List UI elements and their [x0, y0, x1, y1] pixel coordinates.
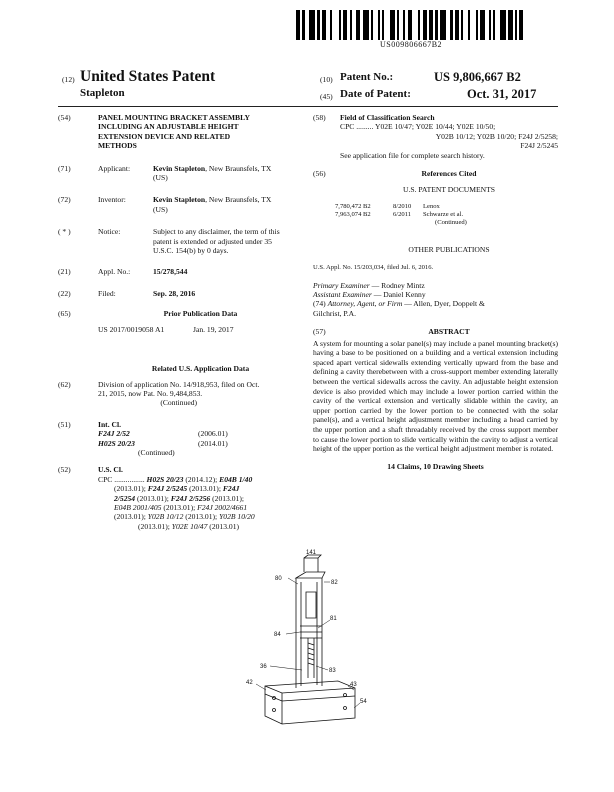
int-cl-version: (2006.01) — [198, 429, 228, 439]
cpc-text: (2014.12); — [183, 474, 220, 484]
field-54 — [58, 113, 303, 151]
cpc-class: F24J 2/5256 — [170, 493, 211, 503]
field-52-code: (52) — [58, 465, 71, 475]
claims-summary: 14 Claims, 10 Drawing Sheets — [387, 461, 484, 471]
document-type: United States Patent — [80, 68, 216, 85]
cpc-class: F24J 2/5245 — [147, 484, 188, 494]
cpc-class: F24J — [222, 484, 240, 494]
int-cl-class: F24J 2/52 — [98, 429, 130, 439]
abstract-text: A system for mounting a solar panel(s) may include a panel mounting bracket(s) having a base to be positioned on a building and a vertical extension including spaced apart vertical sidewalls extending vertically upward from the base and defining a cavity therebetween with a cross-support member extending laterally between the vertical sidewalls across the cavity. An adjustable height extension device is also provided which may include a lower portion carried within the cavity of the vertical extension and vertically slidable within the cavity, an upper portion carried by the lower portion to be connected with the solar panel(s), and a vertical height adjustment member including a head carried by the upper portion and a shaft threadably received by the cross support member to cause the lower portion to slide vertically within the cavity to adjust a vertical height of the upper portion as the vertical height adjustment member is rotated. — [313, 338, 558, 454]
ref-label: 80 — [275, 576, 282, 582]
right-column — [313, 113, 558, 471]
ref-label: 141 — [306, 550, 317, 556]
notice-line: U.S.C. 154(b) by 0 days. — [153, 246, 229, 256]
leader-line — [288, 578, 298, 584]
reference-number: 7,963,074 B2 — [335, 210, 371, 218]
field-72-code: (72) — [58, 195, 71, 205]
cpc-class: 2/5254 — [114, 493, 136, 503]
reference-name: Schwarze et al. — [423, 210, 464, 218]
left-column — [58, 113, 303, 531]
patent-number: US 9,806,667 B2 — [434, 70, 521, 84]
notice-text — [153, 227, 280, 255]
field-71-code: (71) — [58, 163, 71, 173]
field-57-code: (57) — [313, 327, 326, 337]
code-10: (10) — [320, 75, 333, 84]
field-65 — [58, 309, 303, 318]
prior-publication-heading: Prior Publication Data — [163, 309, 238, 319]
leader-line — [256, 684, 266, 690]
field-74-code: (74) — [313, 299, 326, 309]
attorney-name: — Allen, Dyer, Doppelt & — [402, 299, 485, 309]
field-52 — [58, 465, 303, 474]
field-51-code: (51) — [58, 419, 71, 429]
primary-examiner-label: Primary Examiner — [313, 280, 370, 290]
title-line: PANEL MOUNTING BRACKET ASSEMBLY — [98, 113, 250, 122]
ref-label: 43 — [350, 682, 357, 688]
cpc-class: Y02B 10/12 — [147, 512, 184, 522]
base-thickness — [265, 694, 355, 701]
ref-label: 84 — [274, 632, 281, 638]
references-cited-heading: References Cited — [421, 169, 477, 179]
division-line: Division of application No. 14/918,953, filed on Oct. — [98, 379, 260, 389]
notice-label: Notice: — [98, 227, 121, 237]
title-line: EXTENSION DEVICE AND RELATED — [98, 131, 231, 141]
patent-no-label: Patent No.: — [340, 71, 394, 83]
reference-date: 8/2010 — [393, 202, 412, 210]
us-patent-documents-heading: U.S. PATENT DOCUMENTS — [403, 185, 495, 195]
references-list — [313, 203, 558, 227]
field-21-code: (21) — [58, 267, 71, 277]
cpc-class: E04B 2001/405 — [114, 502, 162, 512]
cpc-text: (2013.01); — [210, 493, 244, 503]
prior-publication-number: US 2017/0019058 A1 — [98, 324, 165, 334]
int-cl-label: Int. Cl. — [98, 419, 121, 429]
assistant-examiner-name: — Daniel Kenny — [371, 290, 426, 300]
appl-no-label: Appl. No.: — [98, 267, 131, 277]
mount-hole — [273, 709, 276, 712]
reference-date: 6/2011 — [393, 210, 412, 218]
cpc-line — [98, 475, 303, 484]
attorney-name-cont: Gilchrist, P.A. — [313, 308, 357, 318]
reference-name: Lenox — [423, 202, 440, 210]
ref-label: 42 — [246, 680, 253, 686]
cpc-class: Y02E 10/47 — [171, 521, 208, 531]
patent-date: Oct. 31, 2017 — [467, 87, 537, 101]
cpc-line — [98, 503, 303, 512]
inventor-value — [153, 195, 271, 214]
cpc-line — [98, 494, 303, 503]
field-54-code: (54) — [58, 113, 71, 122]
cpc-class: Y02B 10/20 — [219, 512, 255, 522]
cpc-block — [58, 475, 303, 531]
leader-line — [318, 620, 330, 628]
other-publication: U.S. Appl. No. 15/203,034, filed Jul. 6, 2016. — [313, 264, 434, 272]
cpc-text: (2013.01); — [183, 512, 220, 522]
cpc-text: (2013.01); — [114, 512, 148, 522]
cpc-class: F24J 2002/4661 — [197, 502, 248, 512]
int-cl-block — [98, 420, 228, 458]
inner-sidewalls — [301, 582, 317, 686]
filed-value: Sep. 28, 2016 — [153, 288, 196, 298]
int-cl-class: H02S 20/23 — [98, 438, 135, 448]
cpc-text: (2013.01); — [135, 493, 171, 503]
reference-row — [335, 203, 558, 211]
inventor-name: Kevin Stapleton — [153, 195, 206, 205]
cpc-line — [98, 512, 303, 521]
cpc-class: H02S 20/23 — [146, 474, 184, 484]
cpc-text: (2013.01) — [207, 521, 240, 531]
barcode-bar — [523, 10, 525, 40]
field-56 — [313, 169, 558, 178]
applicant-label: Applicant: — [98, 163, 131, 173]
classification-line: CPC ......... Y02E 10/47; Y02E 10/44; Y02E 10/50; — [340, 122, 496, 132]
ref-label: 82 — [331, 580, 338, 586]
title-line: METHODS — [98, 141, 137, 151]
field-51 — [58, 420, 303, 458]
reference-row — [335, 211, 558, 219]
field-22-code: (22) — [58, 288, 71, 298]
leader-line — [286, 632, 300, 634]
notice-line: patent is extended or adjusted under 35 — [153, 236, 272, 246]
patent-drawing — [230, 548, 380, 748]
related-heading: Related U.S. Application Data — [151, 364, 250, 374]
examiners — [313, 281, 558, 319]
top-cap — [296, 572, 325, 578]
cpc-label: CPC — [98, 474, 113, 484]
barcode — [296, 10, 526, 40]
base-top-edge — [265, 686, 355, 693]
classification-search-label: Field of Classification Search — [340, 113, 435, 122]
prior-publication-date: Jan. 19, 2017 — [193, 324, 234, 334]
field-65-code: (65) — [58, 309, 71, 319]
division-line: 21, 2015, now Pat. No. 9,484,853. — [98, 388, 203, 398]
field-22 — [58, 289, 303, 298]
shaft-threads — [308, 643, 314, 665]
field-62-text — [98, 380, 259, 408]
date-label: Date of Patent: — [340, 88, 411, 100]
ref-label: 83 — [329, 668, 336, 674]
cpc-line — [98, 522, 303, 531]
field-56-code: (56) — [313, 169, 326, 179]
title-line: INCLUDING AN ADJUSTABLE HEIGHT — [98, 122, 239, 132]
field-57 — [313, 327, 558, 336]
applicant-location: , New Braunsfels, TX — [205, 163, 272, 173]
base-plate — [265, 681, 355, 724]
abstract-heading: ABSTRACT — [428, 327, 470, 337]
slot — [306, 592, 316, 618]
field-62-code: (62) — [58, 379, 71, 389]
cpc-class: E04B 1/40 — [219, 474, 253, 484]
attorney-label: Attorney, Agent, or Firm — [327, 299, 403, 309]
field-72 — [58, 195, 303, 214]
inventor-label: Inventor: — [98, 195, 126, 205]
primary-examiner-name: — Rodney Mintz — [369, 280, 425, 290]
int-cl-item — [98, 429, 228, 438]
mount-hole — [344, 694, 347, 697]
applicant-name: Kevin Stapleton — [153, 163, 206, 173]
vertical-sidewalls — [296, 578, 322, 688]
cpc-line — [98, 484, 303, 493]
prior-publication-row — [58, 325, 303, 334]
code-45: (45) — [320, 92, 333, 101]
ref-label: 81 — [330, 616, 337, 622]
continued-note: (Continued) — [160, 398, 198, 408]
field-58-code: (58) — [313, 113, 326, 122]
code-12: (12) — [62, 75, 75, 84]
classification-line: Y02B 10/12; Y02B 10/20; F24J 2/5258; — [435, 131, 558, 141]
cpc-text: (2013.01); — [114, 484, 148, 494]
classification-search-values — [313, 122, 558, 160]
field-21 — [58, 267, 303, 276]
ref-label: 36 — [260, 664, 267, 670]
appl-no-value: 15/278,544 — [153, 267, 188, 277]
notice — [58, 227, 303, 255]
leader-line — [270, 666, 302, 670]
notice-code: ( * ) — [58, 227, 71, 237]
int-cl-item — [98, 439, 228, 448]
applicant-value — [153, 164, 271, 183]
search-history-note: See application file for complete search history. — [340, 150, 485, 160]
field-58 — [313, 113, 558, 122]
classification-line: F24J 2/5245 — [520, 141, 558, 151]
inventor-country: (US) — [153, 204, 168, 214]
continued-note: (Continued) — [435, 218, 467, 226]
int-cl-version: (2014.01) — [198, 438, 228, 448]
applicant-country: (US) — [153, 173, 168, 183]
inventor-location: , New Braunsfels, TX — [205, 195, 272, 205]
cpc-dots: ................ — [114, 474, 145, 484]
notice-line: Subject to any disclaimer, the term of this — [153, 227, 280, 237]
reference-number: 7,780,472 B2 — [335, 202, 371, 210]
cpc-text: (2013.01); — [138, 521, 172, 531]
continued-note: (Continued) — [138, 447, 175, 457]
cpc-text: (2013.01); — [187, 484, 223, 494]
field-62 — [58, 380, 303, 408]
mount-hole — [344, 707, 347, 710]
barcode-number: US009806667B2 — [379, 40, 443, 49]
field-71 — [58, 164, 303, 183]
upper-portion — [304, 558, 318, 572]
cpc-text: (2013.01); — [161, 502, 198, 512]
invention-title — [98, 113, 250, 151]
filed-label: Filed: — [98, 288, 116, 298]
inventor-surname: Stapleton — [80, 87, 125, 99]
us-cl-label: U.S. Cl. — [98, 465, 123, 475]
header-rule — [58, 106, 558, 107]
other-publications-heading: OTHER PUBLICATIONS — [408, 244, 490, 254]
ref-label: 54 — [360, 699, 367, 705]
assistant-examiner-label: Assistant Examiner — [313, 290, 372, 300]
